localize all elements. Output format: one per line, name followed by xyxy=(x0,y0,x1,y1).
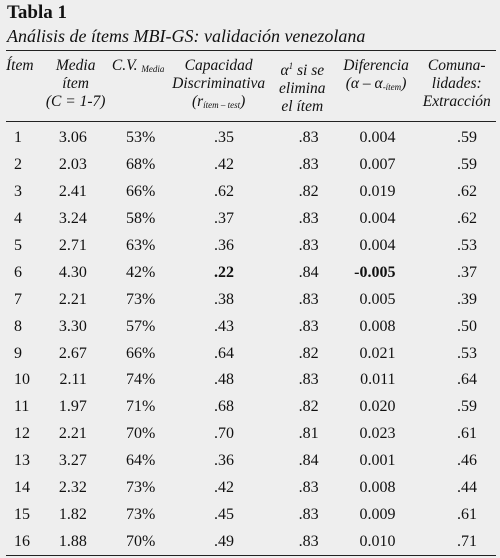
cell-media: 3.30 xyxy=(58,317,87,335)
cell-alpha: .83 xyxy=(298,505,319,523)
table-row xyxy=(6,394,496,421)
cell-cv: 73% xyxy=(126,505,156,523)
cell-comunalidades: .37 xyxy=(457,263,477,281)
table-header xyxy=(6,51,496,122)
header-alpha-sup: 1 xyxy=(288,61,294,71)
cell-diferencia: 0.019 xyxy=(359,183,396,201)
cell-alpha: .81 xyxy=(298,425,319,443)
cell-capacidad: .49 xyxy=(213,532,234,550)
header-item xyxy=(6,51,42,122)
cell-alpha: .82 xyxy=(298,398,319,416)
header-cap-line3-open: (r xyxy=(191,93,204,110)
cell-diferencia: 0.008 xyxy=(359,317,396,335)
cell-item: 3 xyxy=(14,183,22,201)
cell-capacidad: .36 xyxy=(213,452,234,470)
table-row xyxy=(6,286,496,313)
table-subtitle: Análisis de ítems MBI-GS: validación venezolana xyxy=(7,26,366,46)
cell-alpha: .84 xyxy=(298,452,319,470)
cell-item: 12 xyxy=(14,425,30,443)
cell-capacidad: .36 xyxy=(213,237,234,254)
cell-alpha: .82 xyxy=(298,344,319,362)
header-alpha-main: α xyxy=(280,62,289,79)
cell-item: 6 xyxy=(14,263,22,281)
header-alpha-line1-rest: si se xyxy=(293,62,325,79)
header-dif-line1: Diferencia xyxy=(343,57,409,74)
cell-media: 2.32 xyxy=(58,479,87,497)
cell-cv: 58% xyxy=(126,210,156,228)
cell-alpha: .83 xyxy=(298,237,319,254)
cell-alpha: .83 xyxy=(298,532,319,550)
header-cv-main: C.V. xyxy=(111,57,138,74)
cell-capacidad: .35 xyxy=(213,129,234,147)
header-cap-line3-sub: ítem – test xyxy=(203,100,241,110)
cell-diferencia: 0.004 xyxy=(359,237,396,254)
cell-media: 2.21 xyxy=(58,290,87,308)
header-alpha-line2: elimina xyxy=(279,80,326,97)
cell-capacidad: .68 xyxy=(213,398,234,416)
cell-comunalidades: .59 xyxy=(457,129,477,147)
table-row xyxy=(6,152,496,179)
header-media-line3: (C = 1-7) xyxy=(45,93,106,110)
cell-media: 1.82 xyxy=(58,505,87,523)
table-row xyxy=(6,421,496,448)
cell-comunalidades: .44 xyxy=(457,479,477,497)
table-title: Tabla 1 xyxy=(7,2,68,23)
cell-cv: 71% xyxy=(126,398,156,416)
cell-item: 11 xyxy=(14,398,30,416)
header-cap-line3-close: ) xyxy=(240,93,246,110)
cell-item: 14 xyxy=(14,479,30,497)
cell-capacidad: .48 xyxy=(213,371,234,389)
cell-capacidad: .70 xyxy=(213,425,234,443)
table-row xyxy=(6,340,496,367)
cell-cv: 73% xyxy=(126,290,156,308)
table-row xyxy=(6,448,496,475)
header-diferencia xyxy=(335,51,418,122)
cell-comunalidades: .64 xyxy=(457,371,477,389)
header-com-line3: Extracción xyxy=(422,93,491,110)
cell-capacidad: .64 xyxy=(213,344,234,362)
cell-alpha: .83 xyxy=(298,479,319,497)
cell-diferencia: 0.021 xyxy=(359,344,396,362)
cell-item: 4 xyxy=(14,210,22,228)
cell-comunalidades: .53 xyxy=(457,237,477,254)
table-row xyxy=(6,475,496,502)
cell-comunalidades: .53 xyxy=(457,344,477,362)
header-com-line1: Comuna- xyxy=(427,57,486,74)
cell-media: 3.24 xyxy=(58,210,87,228)
cell-diferencia: 0.009 xyxy=(359,505,396,523)
cell-diferencia: -0.005 xyxy=(354,263,396,281)
cell-comunalidades: .62 xyxy=(457,183,477,201)
table-row xyxy=(6,206,496,233)
cell-item: 10 xyxy=(14,371,30,389)
cell-item: 15 xyxy=(14,505,30,523)
cell-comunalidades: .61 xyxy=(457,505,477,523)
cell-capacidad: .22 xyxy=(213,263,234,281)
cell-capacidad: .62 xyxy=(213,183,234,201)
cell-diferencia: 0.011 xyxy=(360,371,396,389)
cell-diferencia: 0.020 xyxy=(359,398,396,416)
cell-diferencia: 0.023 xyxy=(359,425,396,443)
cell-cv: 70% xyxy=(126,532,156,550)
cell-comunalidades: .59 xyxy=(457,156,477,174)
table-row xyxy=(6,122,496,152)
cell-diferencia: 0.004 xyxy=(359,129,396,147)
cell-cv: 57% xyxy=(126,317,156,335)
table-body xyxy=(6,122,496,556)
header-cv-sub: Media xyxy=(141,64,165,74)
cell-item: 2 xyxy=(14,156,22,174)
cell-media: 1.88 xyxy=(58,532,87,550)
cell-comunalidades: .39 xyxy=(457,290,477,308)
cell-capacidad: .43 xyxy=(213,317,234,335)
table-row xyxy=(6,233,496,260)
cell-media: 2.71 xyxy=(58,237,87,254)
item-analysis-table xyxy=(6,50,496,556)
header-row xyxy=(6,51,496,122)
table-row xyxy=(6,259,496,286)
header-com-line2: lidades: xyxy=(431,75,482,92)
cell-item: 13 xyxy=(14,452,30,470)
header-alpha-line3: el ítem xyxy=(281,98,324,115)
table-row xyxy=(6,179,496,206)
cell-alpha: .83 xyxy=(298,210,319,228)
cell-item: 9 xyxy=(14,344,22,362)
cell-media: 2.67 xyxy=(58,344,87,362)
header-media xyxy=(42,51,109,122)
cell-media: 1.97 xyxy=(58,398,87,416)
table-row xyxy=(6,528,496,555)
cell-diferencia: 0.007 xyxy=(359,156,396,174)
table-row xyxy=(6,367,496,394)
header-cv xyxy=(109,51,167,122)
cell-cv: 42% xyxy=(126,263,156,281)
cell-alpha: .82 xyxy=(298,183,319,201)
header-media-line2: ítem xyxy=(62,75,89,92)
cell-media: 2.11 xyxy=(59,371,87,389)
cell-item: 5 xyxy=(14,237,22,254)
cell-cv: 66% xyxy=(126,183,156,201)
cell-item: 8 xyxy=(14,317,22,335)
cell-alpha: .83 xyxy=(298,371,319,389)
cell-alpha: .83 xyxy=(298,156,319,174)
header-dif-line2-open: (α – α xyxy=(345,75,383,92)
cell-media: 3.06 xyxy=(58,129,87,147)
header-cap-line2: Discriminativa xyxy=(172,75,266,92)
header-comunalidades xyxy=(418,51,497,122)
cell-comunalidades: .71 xyxy=(457,532,477,550)
cell-media: 2.41 xyxy=(58,183,87,201)
cell-diferencia: 0.005 xyxy=(359,290,396,308)
header-alpha xyxy=(270,51,335,122)
header-dif-line2-close: ) xyxy=(401,75,407,92)
cell-cv: 70% xyxy=(126,425,156,443)
table-figure xyxy=(6,0,496,556)
cell-comunalidades: .62 xyxy=(457,210,477,228)
cell-media: 2.21 xyxy=(58,425,87,443)
table-row xyxy=(6,313,496,340)
cell-comunalidades: .46 xyxy=(457,452,477,470)
cell-cv: 66% xyxy=(126,344,156,362)
cell-alpha: .83 xyxy=(298,290,319,308)
cell-item: 16 xyxy=(14,532,30,550)
cell-capacidad: .42 xyxy=(213,156,234,174)
cell-diferencia: 0.010 xyxy=(359,532,396,550)
cell-diferencia: 0.001 xyxy=(359,452,396,470)
header-cap-line1: Capacidad xyxy=(184,57,253,74)
cell-cv: 53% xyxy=(126,129,156,147)
cell-alpha: .83 xyxy=(298,317,319,335)
cell-comunalidades: .59 xyxy=(457,398,477,416)
cell-cv: 63% xyxy=(126,237,156,254)
cell-alpha: .84 xyxy=(298,263,319,281)
cell-media: 3.27 xyxy=(58,452,87,470)
cell-diferencia: 0.004 xyxy=(359,210,396,228)
cell-item: 1 xyxy=(14,129,22,147)
header-dif-line2-sub: -ítem xyxy=(382,82,402,92)
header-media-line1: Media xyxy=(55,57,96,74)
table-row xyxy=(6,501,496,528)
header-item-label: Ítem xyxy=(6,57,34,74)
cell-comunalidades: .61 xyxy=(457,425,477,443)
cell-item: 7 xyxy=(14,290,22,308)
cell-media: 4.30 xyxy=(58,263,87,281)
cell-cv: 68% xyxy=(126,156,156,174)
cell-capacidad: .42 xyxy=(213,479,234,497)
cell-capacidad: .37 xyxy=(213,210,234,228)
cell-capacidad: .45 xyxy=(213,505,234,523)
cell-media: 2.03 xyxy=(58,156,87,174)
cell-alpha: .83 xyxy=(298,129,319,147)
header-capacidad xyxy=(167,51,270,122)
cell-diferencia: 0.008 xyxy=(359,479,396,497)
cell-cv: 73% xyxy=(126,479,156,497)
cell-capacidad: .38 xyxy=(213,290,234,308)
cell-cv: 64% xyxy=(126,452,156,470)
cell-cv: 74% xyxy=(126,371,156,389)
cell-comunalidades: .50 xyxy=(457,317,477,335)
